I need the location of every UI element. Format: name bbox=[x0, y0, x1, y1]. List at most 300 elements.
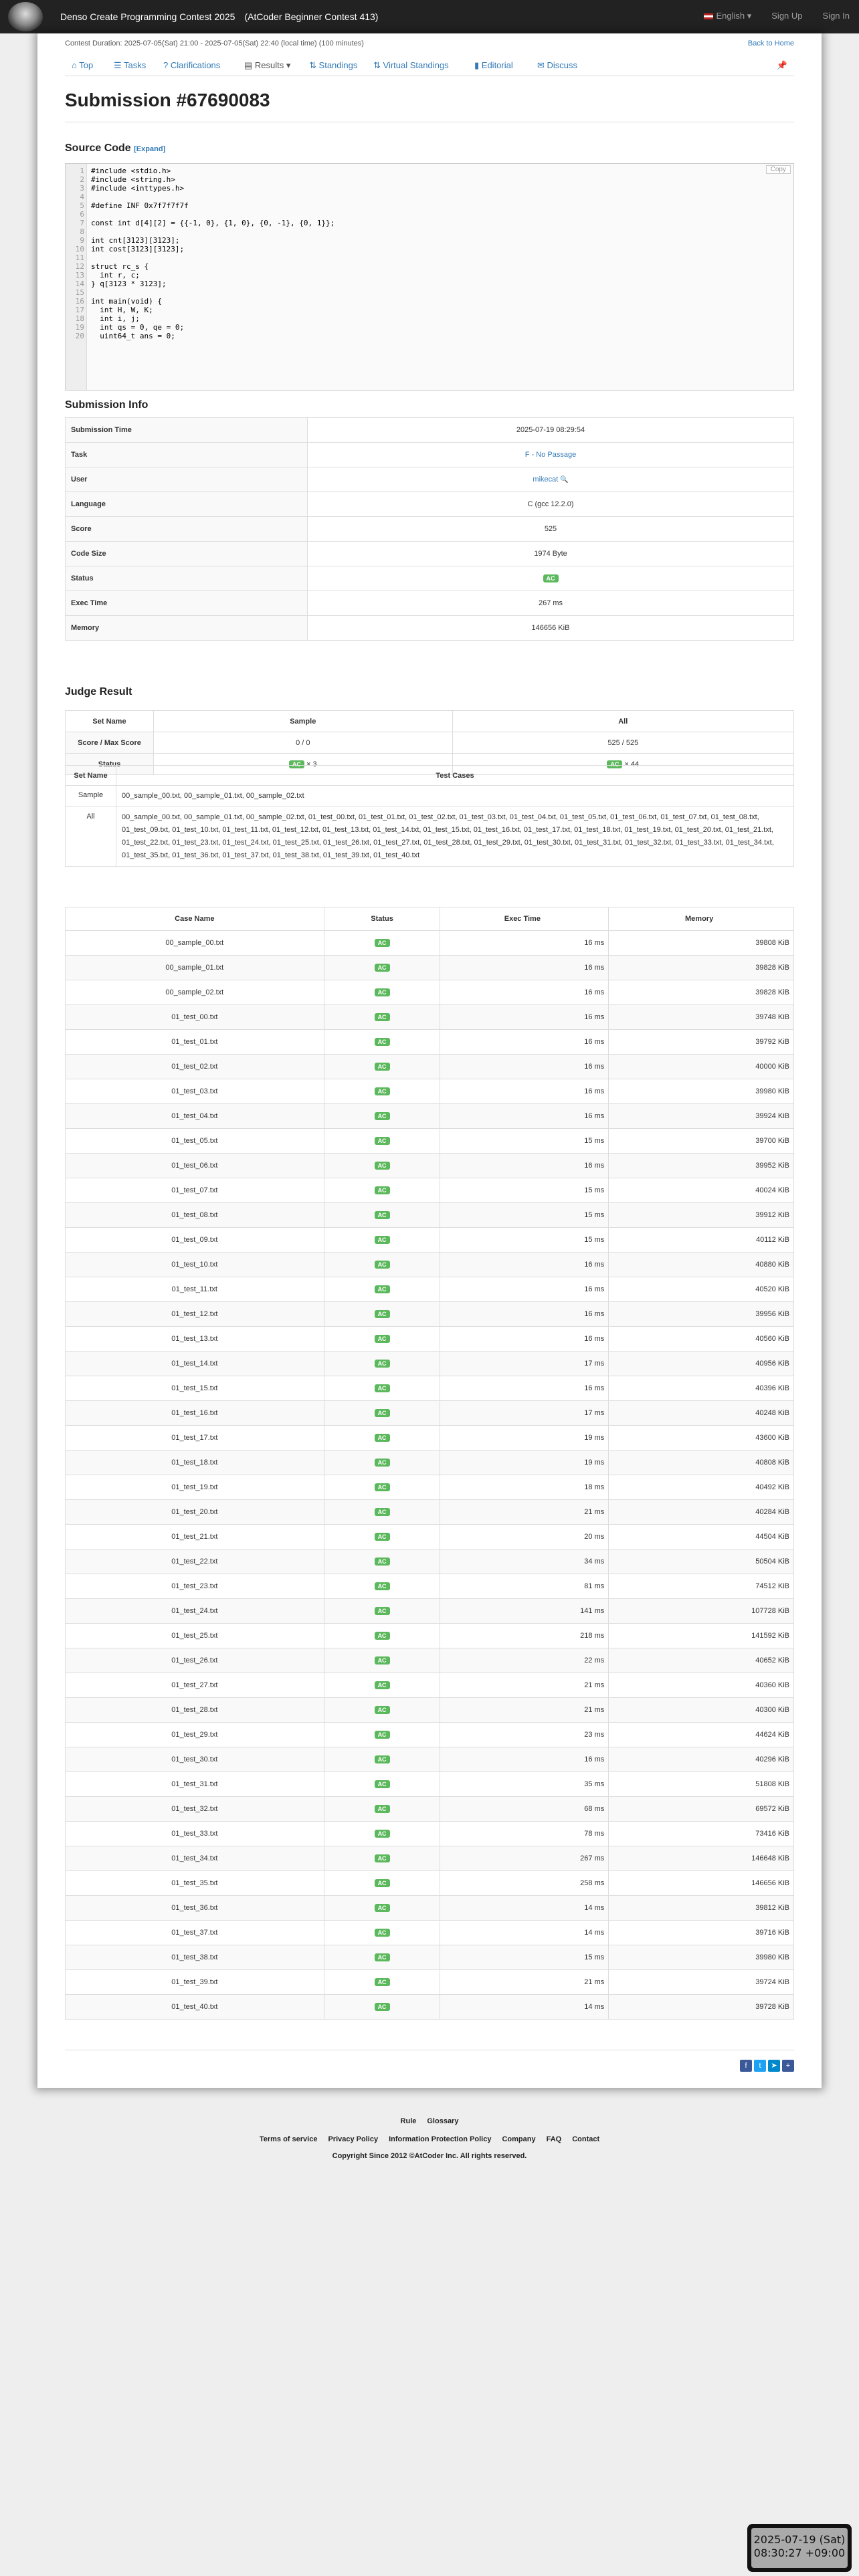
contest-brand[interactable]: Denso Create Programming Contest 2025 (AtCoder Beginner Contest 413) bbox=[60, 11, 379, 22]
footer-link[interactable]: Privacy Policy bbox=[328, 2135, 379, 2143]
code-line bbox=[66, 167, 793, 175]
case-memory: 141592 KiB bbox=[609, 1624, 794, 1648]
sign-in-link[interactable]: Sign In bbox=[822, 11, 850, 21]
case-status bbox=[324, 1871, 440, 1896]
status-badge: AC bbox=[375, 1929, 390, 1937]
info-text: 2025-07-19 08:29:54 bbox=[516, 426, 585, 434]
case-name: 01_test_34.txt bbox=[66, 1846, 324, 1871]
copy-button[interactable]: Copy bbox=[766, 165, 791, 174]
table-row bbox=[66, 1277, 794, 1302]
case-exec-time: 19 ms bbox=[440, 1451, 609, 1475]
code-line bbox=[66, 323, 793, 332]
case-memory: 39912 KiB bbox=[609, 1203, 794, 1228]
table-row bbox=[66, 1401, 794, 1426]
main-container bbox=[37, 33, 822, 2088]
case-exec-time: 16 ms bbox=[440, 1302, 609, 1327]
case-status bbox=[324, 980, 440, 1005]
case-status bbox=[324, 1599, 440, 1624]
case-name: 01_test_07.txt bbox=[66, 1178, 324, 1203]
case-status bbox=[324, 1055, 440, 1079]
case-exec-time: 34 ms bbox=[440, 1549, 609, 1574]
footer-link[interactable]: Information Protection Policy bbox=[389, 2135, 492, 2143]
code-text: const int d[4][2] = {{-1, 0}, {1, 0}, {0, -1}, {0, 1}}; bbox=[91, 219, 335, 227]
judge-result-heading: Judge Result bbox=[65, 686, 132, 697]
case-name: 01_test_37.txt bbox=[66, 1921, 324, 1945]
case-memory: 69572 KiB bbox=[609, 1797, 794, 1822]
flag-icon bbox=[704, 13, 713, 19]
table-row bbox=[66, 1129, 794, 1154]
case-status bbox=[324, 1896, 440, 1921]
results-icon: ▤ bbox=[244, 60, 253, 70]
all-set-label: All bbox=[66, 807, 116, 867]
case-name: 01_test_31.txt bbox=[66, 1772, 324, 1797]
case-status bbox=[324, 1723, 440, 1747]
case-name: 01_test_28.txt bbox=[66, 1698, 324, 1723]
page-title: Submission #67690083 bbox=[65, 90, 270, 110]
status-badge: AC bbox=[375, 1706, 390, 1714]
line-number: 18 bbox=[75, 314, 84, 323]
twitter-icon[interactable]: t bbox=[754, 2060, 766, 2072]
info-row bbox=[66, 443, 794, 467]
table-row bbox=[66, 1426, 794, 1451]
footer-link[interactable]: Rule bbox=[400, 2117, 417, 2125]
case-status bbox=[324, 1995, 440, 2020]
language-selector[interactable]: English ▾ bbox=[704, 11, 751, 21]
navbar-right bbox=[704, 11, 850, 21]
status-badge: AC bbox=[375, 1780, 390, 1788]
status-badge: AC bbox=[375, 1013, 390, 1021]
case-memory: 40808 KiB bbox=[609, 1451, 794, 1475]
table-row bbox=[66, 1475, 794, 1500]
table-row bbox=[66, 1549, 794, 1574]
tab-top[interactable]: ⌂ Top bbox=[72, 60, 94, 70]
status-badge: AC bbox=[375, 1236, 390, 1244]
table-row bbox=[66, 1005, 794, 1030]
footer-link[interactable]: Glossary bbox=[427, 2117, 459, 2125]
case-exec-time: 16 ms bbox=[440, 1253, 609, 1277]
case-memory: 40284 KiB bbox=[609, 1500, 794, 1525]
case-memory: 40492 KiB bbox=[609, 1475, 794, 1500]
info-value bbox=[308, 443, 794, 467]
case-exec-time: 18 ms bbox=[440, 1475, 609, 1500]
code-text: #define INF 0x7f7f7f7f bbox=[91, 201, 189, 210]
case-exec-time: 15 ms bbox=[440, 1129, 609, 1154]
info-key: Code Size bbox=[66, 542, 308, 566]
line-number: 3 bbox=[80, 184, 84, 193]
status-header: Status bbox=[324, 907, 440, 931]
case-memory: 39952 KiB bbox=[609, 1154, 794, 1178]
case-status bbox=[324, 956, 440, 980]
code-line bbox=[66, 201, 793, 210]
case-status bbox=[324, 1030, 440, 1055]
case-status bbox=[324, 1005, 440, 1030]
case-memory: 74512 KiB bbox=[609, 1574, 794, 1599]
case-name: 00_sample_02.txt bbox=[66, 980, 324, 1005]
case-exec-time: 78 ms bbox=[440, 1822, 609, 1846]
case-name: 01_test_19.txt bbox=[66, 1475, 324, 1500]
all-header: All bbox=[452, 711, 793, 732]
case-status bbox=[324, 1154, 440, 1178]
sample-score: 0 / 0 bbox=[154, 732, 453, 754]
info-key: Task bbox=[66, 443, 308, 467]
table-row bbox=[66, 1846, 794, 1871]
case-exec-time: 21 ms bbox=[440, 1970, 609, 1995]
info-value bbox=[308, 591, 794, 616]
table-row bbox=[66, 1797, 794, 1822]
back-home-link[interactable]: Back to Home bbox=[747, 39, 794, 47]
info-key: Exec Time bbox=[66, 591, 308, 616]
case-exec-time: 21 ms bbox=[440, 1698, 609, 1723]
table-row bbox=[66, 1921, 794, 1945]
line-number: 15 bbox=[75, 288, 84, 297]
case-status bbox=[324, 1129, 440, 1154]
case-memory: 40956 KiB bbox=[609, 1352, 794, 1376]
case-memory: 44504 KiB bbox=[609, 1525, 794, 1549]
test-cases-table bbox=[65, 907, 794, 2020]
case-status bbox=[324, 1104, 440, 1129]
status-badge: AC bbox=[375, 1434, 390, 1442]
case-exec-time: 21 ms bbox=[440, 1673, 609, 1698]
source-code-block[interactable] bbox=[65, 163, 794, 391]
share-plus-icon[interactable]: + bbox=[782, 2060, 794, 2072]
case-name: 01_test_04.txt bbox=[66, 1104, 324, 1129]
status-badge: AC bbox=[289, 760, 304, 768]
table-row bbox=[66, 1253, 794, 1277]
sample-set-label: Sample bbox=[66, 786, 116, 807]
case-exec-time: 20 ms bbox=[440, 1525, 609, 1549]
line-number: 2 bbox=[80, 175, 84, 184]
line-number: 7 bbox=[80, 219, 84, 227]
code-text: int cost[3123][3123]; bbox=[91, 245, 185, 253]
status-badge: AC bbox=[375, 1162, 390, 1170]
line-number: 14 bbox=[75, 280, 84, 288]
case-memory: 39792 KiB bbox=[609, 1030, 794, 1055]
case-memory: 40880 KiB bbox=[609, 1253, 794, 1277]
tab-editorial[interactable]: ▮ Editorial bbox=[474, 60, 513, 70]
table-row bbox=[66, 1822, 794, 1846]
case-exec-time: 218 ms bbox=[440, 1624, 609, 1648]
status-badge: AC bbox=[375, 1335, 390, 1343]
status-badge: AC bbox=[375, 1310, 390, 1318]
case-name: 01_test_01.txt bbox=[66, 1030, 324, 1055]
telegram-icon[interactable]: ➤ bbox=[768, 2060, 780, 2072]
case-name: 01_test_20.txt bbox=[66, 1500, 324, 1525]
table-row bbox=[66, 1624, 794, 1648]
case-name: 01_test_08.txt bbox=[66, 1203, 324, 1228]
case-status bbox=[324, 1302, 440, 1327]
line-number: 8 bbox=[80, 227, 84, 236]
case-name: 01_test_27.txt bbox=[66, 1673, 324, 1698]
case-memory: 39812 KiB bbox=[609, 1896, 794, 1921]
clock-date: 2025-07-19 (Sat) bbox=[753, 2533, 846, 2546]
table-row bbox=[66, 1327, 794, 1352]
case-status bbox=[324, 1921, 440, 1945]
line-number: 19 bbox=[75, 323, 84, 332]
table-row bbox=[66, 1178, 794, 1203]
case-exec-time: 16 ms bbox=[440, 1030, 609, 1055]
case-exec-time: 15 ms bbox=[440, 1178, 609, 1203]
code-line bbox=[66, 262, 793, 271]
code-line bbox=[66, 193, 793, 201]
info-key: Score bbox=[66, 517, 308, 542]
task-link[interactable]: F - No Passage bbox=[524, 451, 577, 459]
case-status bbox=[324, 931, 440, 956]
status-badge: AC bbox=[375, 1409, 390, 1417]
case-exec-time: 17 ms bbox=[440, 1352, 609, 1376]
case-memory: 40248 KiB bbox=[609, 1401, 794, 1426]
case-name: 01_test_06.txt bbox=[66, 1154, 324, 1178]
case-status bbox=[324, 1624, 440, 1648]
case-exec-time: 16 ms bbox=[440, 1055, 609, 1079]
code-text: #include <stdio.h> bbox=[91, 167, 171, 175]
code-line bbox=[66, 236, 793, 245]
code-line bbox=[66, 253, 793, 262]
table-row bbox=[66, 1154, 794, 1178]
info-text: 267 ms bbox=[538, 599, 563, 607]
info-row bbox=[66, 492, 794, 517]
footer-link[interactable]: Terms of service bbox=[259, 2135, 318, 2143]
code-line bbox=[66, 184, 793, 193]
info-row bbox=[66, 591, 794, 616]
list-icon: ☰ bbox=[114, 60, 122, 70]
status-badge: AC bbox=[375, 1904, 390, 1912]
case-exec-time: 16 ms bbox=[440, 1277, 609, 1302]
table-row bbox=[66, 1896, 794, 1921]
case-memory: 40024 KiB bbox=[609, 1178, 794, 1203]
status-badge: AC bbox=[375, 1087, 390, 1095]
table-row bbox=[66, 1599, 794, 1624]
code-text: int i, j; bbox=[91, 314, 140, 323]
info-row bbox=[66, 467, 794, 492]
contest-tabs bbox=[65, 55, 794, 76]
status-badge: AC bbox=[375, 1854, 390, 1862]
pin-icon[interactable]: 📌 bbox=[776, 60, 787, 70]
atcoder-logo-icon[interactable] bbox=[8, 2, 43, 31]
table-row bbox=[66, 980, 794, 1005]
case-status bbox=[324, 1822, 440, 1846]
case-name: 01_test_15.txt bbox=[66, 1376, 324, 1401]
case-status bbox=[324, 1426, 440, 1451]
status-badge: AC bbox=[375, 988, 390, 996]
tab-standings[interactable]: ⇅ Standings bbox=[309, 60, 358, 70]
info-value bbox=[308, 467, 794, 492]
case-exec-time: 267 ms bbox=[440, 1846, 609, 1871]
case-name: 01_test_17.txt bbox=[66, 1426, 324, 1451]
case-status bbox=[324, 1648, 440, 1673]
case-name: 01_test_23.txt bbox=[66, 1574, 324, 1599]
case-name: 01_test_39.txt bbox=[66, 1970, 324, 1995]
table-row bbox=[66, 1376, 794, 1401]
case-memory: 39724 KiB bbox=[609, 1970, 794, 1995]
expand-link[interactable]: [Expand] bbox=[134, 145, 166, 153]
case-exec-time: 15 ms bbox=[440, 1945, 609, 1970]
case-memory: 39808 KiB bbox=[609, 931, 794, 956]
status-badge: AC bbox=[375, 1830, 390, 1838]
case-exec-time: 16 ms bbox=[440, 1747, 609, 1772]
status-badge: AC bbox=[375, 1632, 390, 1640]
tab-virtual-standings[interactable]: ⇅ Virtual Standings bbox=[373, 60, 449, 70]
tab-tasks[interactable]: ☰ Tasks bbox=[114, 60, 147, 70]
line-number: 4 bbox=[80, 193, 84, 201]
code-line bbox=[66, 271, 793, 280]
status-badge: AC bbox=[375, 1508, 390, 1516]
code-text: #include <string.h> bbox=[91, 175, 175, 184]
case-exec-time: 16 ms bbox=[440, 931, 609, 956]
case-name: 01_test_26.txt bbox=[66, 1648, 324, 1673]
case-status bbox=[324, 1178, 440, 1203]
case-exec-time: 35 ms bbox=[440, 1772, 609, 1797]
table-row bbox=[66, 1055, 794, 1079]
case-status bbox=[324, 1549, 440, 1574]
table-row bbox=[66, 1104, 794, 1129]
tab-clarifications[interactable]: ? Clarifications bbox=[163, 60, 221, 70]
line-number: 6 bbox=[80, 210, 84, 219]
copyright: Copyright Since 2012 ©AtCoder Inc. All rights reserved. bbox=[332, 2152, 527, 2160]
sample-header: Sample bbox=[154, 711, 453, 732]
sort-icon: ⇅ bbox=[309, 60, 316, 70]
status-badge: AC bbox=[375, 1261, 390, 1269]
code-line bbox=[66, 314, 793, 323]
table-row bbox=[66, 956, 794, 980]
case-name: 01_test_36.txt bbox=[66, 1896, 324, 1921]
case-exec-time: 21 ms bbox=[440, 1500, 609, 1525]
case-exec-time: 22 ms bbox=[440, 1648, 609, 1673]
info-row bbox=[66, 616, 794, 641]
status-badge: AC bbox=[375, 1384, 390, 1392]
case-status bbox=[324, 1253, 440, 1277]
sample-set-cases: 00_sample_00.txt, 00_sample_01.txt, 00_sample_02.txt bbox=[116, 786, 794, 807]
case-name: 01_test_00.txt bbox=[66, 1005, 324, 1030]
footer-link[interactable]: FAQ bbox=[546, 2135, 562, 2143]
clock-face bbox=[751, 2528, 848, 2568]
info-value bbox=[308, 566, 794, 591]
case-status bbox=[324, 1698, 440, 1723]
set-name-header: Set Name bbox=[66, 711, 154, 732]
status-badge: AC bbox=[607, 760, 622, 768]
case-name: 01_test_16.txt bbox=[66, 1401, 324, 1426]
case-memory: 39980 KiB bbox=[609, 1945, 794, 1970]
table-row bbox=[66, 1723, 794, 1747]
case-name: 01_test_40.txt bbox=[66, 1995, 324, 2020]
code-line bbox=[66, 245, 793, 253]
search-icon[interactable]: 🔍 bbox=[558, 476, 569, 484]
info-value bbox=[308, 418, 794, 443]
case-memory: 44624 KiB bbox=[609, 1723, 794, 1747]
case-exec-time: 16 ms bbox=[440, 1154, 609, 1178]
clock-time: 08:30:27 +09:00 bbox=[753, 2547, 846, 2559]
code-line bbox=[66, 332, 793, 340]
case-status bbox=[324, 1945, 440, 1970]
table-row bbox=[66, 1302, 794, 1327]
info-key: Memory bbox=[66, 616, 308, 641]
status-badge: AC bbox=[375, 2003, 390, 2011]
table-row bbox=[66, 1648, 794, 1673]
line-number: 10 bbox=[75, 245, 84, 253]
all-status: AC × 44 bbox=[452, 754, 793, 775]
home-icon: ⌂ bbox=[72, 60, 77, 70]
case-memory: 146648 KiB bbox=[609, 1846, 794, 1871]
status-badge: AC bbox=[375, 1681, 390, 1689]
case-status bbox=[324, 1673, 440, 1698]
tab-discuss[interactable]: ✉ Discuss bbox=[537, 60, 578, 70]
case-name: 01_test_35.txt bbox=[66, 1871, 324, 1896]
facebook-icon[interactable]: f bbox=[740, 2060, 752, 2072]
fixed-clock bbox=[747, 2524, 852, 2572]
info-value bbox=[308, 616, 794, 641]
case-name: 01_test_14.txt bbox=[66, 1352, 324, 1376]
info-text: C (gcc 12.2.0) bbox=[527, 500, 574, 508]
table-row bbox=[66, 1673, 794, 1698]
case-status bbox=[324, 1079, 440, 1104]
line-number: 12 bbox=[75, 262, 84, 271]
case-name: 00_sample_00.txt bbox=[66, 931, 324, 956]
code-text: int main(void) { bbox=[91, 297, 162, 306]
share-buttons bbox=[740, 2060, 794, 2072]
info-row bbox=[66, 418, 794, 443]
line-number: 11 bbox=[75, 253, 84, 262]
info-value bbox=[308, 517, 794, 542]
info-key: Status bbox=[66, 566, 308, 591]
code-line bbox=[66, 280, 793, 288]
info-key: User bbox=[66, 467, 308, 492]
case-name: 01_test_24.txt bbox=[66, 1599, 324, 1624]
case-status bbox=[324, 1277, 440, 1302]
case-memory: 39980 KiB bbox=[609, 1079, 794, 1104]
info-value bbox=[308, 492, 794, 517]
case-memory: 51808 KiB bbox=[609, 1772, 794, 1797]
status-badge: AC bbox=[375, 1137, 390, 1145]
case-memory: 39748 KiB bbox=[609, 1005, 794, 1030]
code-line bbox=[66, 210, 793, 219]
status-badge: AC bbox=[375, 1755, 390, 1763]
score-label: Score / Max Score bbox=[66, 732, 154, 754]
case-memory: 39924 KiB bbox=[609, 1104, 794, 1129]
case-memory: 39828 KiB bbox=[609, 956, 794, 980]
contest-duration: Contest Duration: 2025-07-05(Sat) 21:00 - 2025-07-05(Sat) 22:40 (local time) (100 minutes) bbox=[65, 39, 364, 47]
test-sets-table bbox=[65, 765, 794, 867]
case-exec-time: 68 ms bbox=[440, 1797, 609, 1822]
code-line bbox=[66, 288, 793, 297]
user-link[interactable]: mikecat bbox=[533, 475, 559, 484]
question-icon: ? bbox=[163, 60, 169, 70]
case-status bbox=[324, 1797, 440, 1822]
table-row bbox=[66, 1698, 794, 1723]
info-text: 1974 Byte bbox=[534, 550, 567, 558]
case-exec-time: 14 ms bbox=[440, 1995, 609, 2020]
table-row bbox=[66, 1970, 794, 1995]
status-badge: AC bbox=[375, 1879, 390, 1887]
case-name: 01_test_22.txt bbox=[66, 1549, 324, 1574]
case-memory: 40112 KiB bbox=[609, 1228, 794, 1253]
case-memory: 39728 KiB bbox=[609, 1995, 794, 2020]
case-exec-time: 15 ms bbox=[440, 1228, 609, 1253]
sign-up-link[interactable]: Sign Up bbox=[771, 11, 803, 21]
code-text: int cnt[3123][3123]; bbox=[91, 236, 180, 245]
case-exec-time: 23 ms bbox=[440, 1723, 609, 1747]
source-code-heading: Source Code [Expand] bbox=[65, 142, 166, 154]
case-memory: 40652 KiB bbox=[609, 1648, 794, 1673]
table-row bbox=[66, 1525, 794, 1549]
case-memory: 146656 KiB bbox=[609, 1871, 794, 1896]
line-number: 9 bbox=[80, 236, 84, 245]
sort-icon: ⇅ bbox=[373, 60, 381, 70]
tab-results[interactable]: ▤ Results ▾ bbox=[244, 60, 291, 70]
footer-link[interactable]: Company bbox=[502, 2135, 536, 2143]
case-name: 01_test_29.txt bbox=[66, 1723, 324, 1747]
test-cases-header: Test Cases bbox=[116, 766, 794, 786]
table-row bbox=[66, 1747, 794, 1772]
footer-link[interactable]: Contact bbox=[572, 2135, 600, 2143]
